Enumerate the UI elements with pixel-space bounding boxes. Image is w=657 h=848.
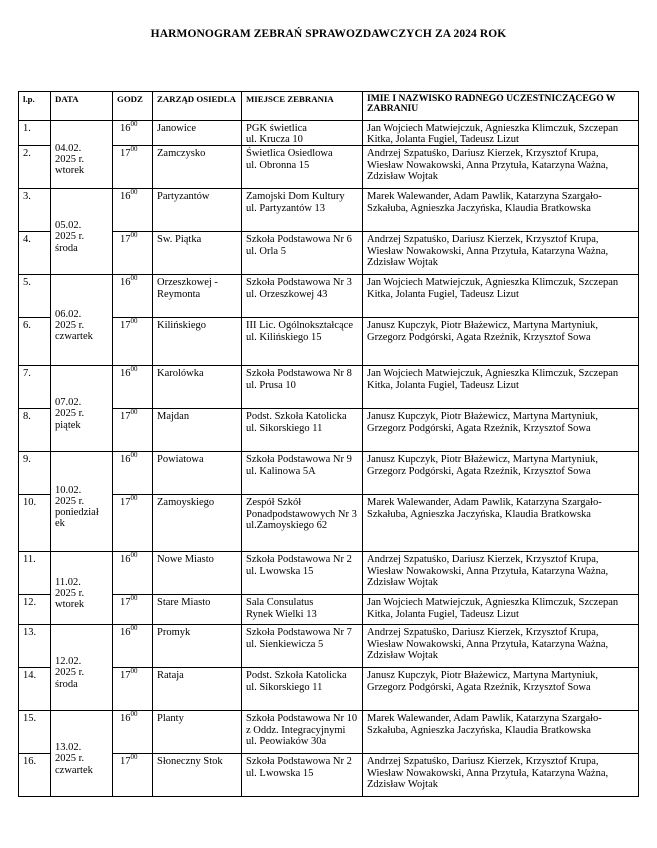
board-name: Majdan — [153, 409, 242, 452]
row-number: 12. — [19, 595, 51, 625]
header-lp: l.p. — [19, 92, 51, 121]
table-row — [19, 552, 639, 595]
meeting-hour — [113, 711, 153, 754]
meeting-hour — [113, 595, 153, 625]
minute-value: 00 — [130, 551, 138, 560]
councillor-names: Janusz Kupczyk, Piotr Błażewicz, Martyna Martyniuk, Grzegorz Podgórski, Agata Rzeźnik, Krzysztof Sowa — [363, 318, 639, 366]
meeting-date: 10.02. 2025 r. poniedział ek — [51, 452, 113, 552]
hour-value: 17 — [120, 597, 131, 609]
row-number: 10. — [19, 495, 51, 552]
councillor-names: Marek Walewander, Adam Pawlik, Katarzyna Szargało-Szkałuba, Agnieszka Jaczyńska, Klaudia Bratkowska — [363, 711, 639, 754]
hour-value: 17 — [120, 411, 131, 423]
row-number: 5. — [19, 275, 51, 318]
table-header-row — [19, 92, 639, 121]
board-name: Karolówka — [153, 366, 242, 409]
meeting-hour — [113, 146, 153, 189]
board-name: Nowe Miasto — [153, 552, 242, 595]
board-name: Powiatowa — [153, 452, 242, 495]
meeting-date: 06.02. 2025 r. czwartek — [51, 275, 113, 366]
meeting-place: Szkoła Podstawowa Nr 7 ul. Sienkiewicza 5 — [242, 625, 363, 668]
meeting-place: Szkoła Podstawowa Nr 9 ul. Kalinowa 5A — [242, 452, 363, 495]
meeting-place: Podst. Szkoła Katolicka ul. Sikorskiego 11 — [242, 409, 363, 452]
row-number: 6. — [19, 318, 51, 366]
meeting-hour — [113, 409, 153, 452]
table-body — [19, 121, 639, 797]
meeting-place: Sala Consulatus Rynek Wielki 13 — [242, 595, 363, 625]
meeting-date: 13.02. 2025 r. czwartek — [51, 711, 113, 797]
meeting-hour — [113, 668, 153, 711]
meeting-hour — [113, 318, 153, 366]
meeting-place: III Lic. Ogólnokształcące ul. Kilińskiego 15 — [242, 318, 363, 366]
table-row — [19, 275, 639, 318]
meeting-place: Zamojski Dom Kultury ul. Partyzantów 13 — [242, 189, 363, 232]
councillor-names: Janusz Kupczyk, Piotr Błażewicz, Martyna Martyniuk, Grzegorz Podgórski, Agata Rzeźnik, Krzysztof Sowa — [363, 452, 639, 495]
table-row — [19, 711, 639, 754]
meeting-hour — [113, 552, 153, 595]
row-number: 2. — [19, 146, 51, 189]
row-number: 16. — [19, 754, 51, 797]
councillor-names: Jan Wojciech Matwiejczuk, Agnieszka Klimczuk, Szczepan Kitka, Jolanta Fugiel, Tadeusz Lizut — [363, 595, 639, 625]
board-name: Słoneczny Stok — [153, 754, 242, 797]
minute-value: 00 — [130, 451, 138, 460]
minute-value: 00 — [130, 231, 138, 240]
row-number: 7. — [19, 366, 51, 409]
hour-value: 17 — [120, 320, 131, 332]
minute-value: 00 — [130, 188, 138, 197]
board-name: Partyzantów — [153, 189, 242, 232]
meeting-place: Szkoła Podstawowa Nr 2 ul. Lwowska 15 — [242, 552, 363, 595]
board-name: Stare Miasto — [153, 595, 242, 625]
minute-value: 00 — [130, 408, 138, 417]
minute-value: 00 — [130, 710, 138, 719]
header-date: DATA — [51, 92, 113, 121]
meeting-place: Podst. Szkoła Katolicka ul. Sikorskiego 11 — [242, 668, 363, 711]
hour-value: 17 — [120, 497, 131, 509]
councillor-names: Andrzej Szpatuśko, Dariusz Kierzek, Krzysztof Krupa, Wiesław Nowakowski, Anna Przytuła, Katarzyna Ważna, Zdzisław Wojtak — [363, 552, 639, 595]
meeting-hour — [113, 625, 153, 668]
meeting-hour — [113, 366, 153, 409]
meeting-date: 04.02. 2025 r. wtorek — [51, 121, 113, 189]
minute-value: 00 — [130, 145, 138, 154]
minute-value: 00 — [130, 120, 138, 128]
hour-value: 16 — [120, 123, 131, 134]
councillor-names: Janusz Kupczyk, Piotr Błażewicz, Martyna Martyniuk, Grzegorz Podgórski, Agata Rzeźnik, Krzysztof Sowa — [363, 409, 639, 452]
board-name: Zamczysko — [153, 146, 242, 189]
header-hour: GODZ — [113, 92, 153, 121]
meeting-place: Zespół Szkół Ponadpodstawowych Nr 3 ul.Zamoyskiego 62 — [242, 495, 363, 552]
meeting-hour — [113, 121, 153, 146]
meeting-hour — [113, 189, 153, 232]
row-number: 14. — [19, 668, 51, 711]
councillor-names: Jan Wojciech Matwiejczuk, Agnieszka Klimczuk, Szczepan Kitka, Jolanta Fugiel, Tadeusz Lizut — [363, 121, 639, 146]
meeting-hour — [113, 495, 153, 552]
table-row — [19, 452, 639, 495]
councillor-names: Andrzej Szpatuśko, Dariusz Kierzek, Krzysztof Krupa, Wiesław Nowakowski, Anna Przytuła, Katarzyna Ważna, Zdzisław Wojtak — [363, 232, 639, 275]
meeting-place: Świetlica Osiedlowa ul. Obronna 15 — [242, 146, 363, 189]
table-row — [19, 121, 639, 146]
table-row — [19, 625, 639, 668]
meeting-date: 11.02. 2025 r. wtorek — [51, 552, 113, 625]
minute-value: 00 — [130, 317, 138, 326]
board-name: Rataja — [153, 668, 242, 711]
hour-value: 16 — [120, 627, 131, 639]
hour-value: 16 — [120, 554, 131, 566]
minute-value: 00 — [130, 365, 138, 374]
meeting-place: Szkoła Podstawowa Nr 6 ul. Orla 5 — [242, 232, 363, 275]
councillor-names: Janusz Kupczyk, Piotr Błażewicz, Martyna Martyniuk, Grzegorz Podgórski, Agata Rzeźnik, Krzysztof Sowa — [363, 668, 639, 711]
hour-value: 16 — [120, 277, 131, 289]
meeting-date: 05.02. 2025 r. środa — [51, 189, 113, 275]
meeting-place: Szkoła Podstawowa Nr 2 ul. Lwowska 15 — [242, 754, 363, 797]
hour-value: 17 — [120, 756, 131, 768]
row-number: 3. — [19, 189, 51, 232]
minute-value: 00 — [130, 667, 138, 676]
hour-value: 16 — [120, 368, 131, 380]
meeting-hour — [113, 275, 153, 318]
row-number: 9. — [19, 452, 51, 495]
board-name: Planty — [153, 711, 242, 754]
meeting-date: 12.02. 2025 r. środa — [51, 625, 113, 711]
hour-value: 17 — [120, 148, 131, 160]
councillor-names: Jan Wojciech Matwiejczuk, Agnieszka Klimczuk, Szczepan Kitka, Jolanta Fugiel, Tadeusz Lizut — [363, 366, 639, 409]
board-name: Orzeszkowej - Reymonta — [153, 275, 242, 318]
meeting-hour — [113, 232, 153, 275]
hour-value: 17 — [120, 234, 131, 246]
document-title: HARMONOGRAM ZEBRAŃ SPRAWOZDAWCZYCH ZA 2024 ROK — [150, 28, 507, 40]
councillor-names: Marek Walewander, Adam Pawlik, Katarzyna Szargało-Szkałuba, Agnieszka Jaczyńska, Klaudia Bratkowska — [363, 189, 639, 232]
councillor-names: Jan Wojciech Matwiejczuk, Agnieszka Klimczuk, Szczepan Kitka, Jolanta Fugiel, Tadeusz Lizut — [363, 275, 639, 318]
row-number: 1. — [19, 121, 51, 146]
table-row — [19, 189, 639, 232]
board-name: Janowice — [153, 121, 242, 146]
hour-value: 16 — [120, 191, 131, 203]
schedule-table — [18, 91, 639, 797]
minute-value: 00 — [130, 753, 138, 762]
board-name: Sw. Piątka — [153, 232, 242, 275]
meeting-hour — [113, 754, 153, 797]
hour-value: 17 — [120, 670, 131, 682]
minute-value: 00 — [130, 494, 138, 503]
minute-value: 00 — [130, 594, 138, 603]
councillor-names: Andrzej Szpatuśko, Dariusz Kierzek, Krzysztof Krupa, Wiesław Nowakowski, Anna Przytuła, Katarzyna Ważna, Zdzisław Wojtak — [363, 625, 639, 668]
row-number: 11. — [19, 552, 51, 595]
minute-value: 00 — [130, 274, 138, 283]
row-number: 15. — [19, 711, 51, 754]
councillor-names: Andrzej Szpatuśko, Dariusz Kierzek, Krzysztof Krupa, Wiesław Nowakowski, Anna Przytuła, Katarzyna Ważna, Zdzisław Wojtak — [363, 146, 639, 189]
meeting-place: Szkoła Podstawowa Nr 10 z Oddz. Integracyjnymi ul. Peowiaków 30a — [242, 711, 363, 754]
board-name: Promyk — [153, 625, 242, 668]
hour-value: 16 — [120, 713, 131, 725]
meeting-date: 07.02. 2025 r. piątek — [51, 366, 113, 452]
councillor-names: Marek Walewander, Adam Pawlik, Katarzyna Szargało-Szkałuba, Agnieszka Jaczyńska, Klaudia Bratkowska — [363, 495, 639, 552]
hour-value: 16 — [120, 454, 131, 466]
header-place: MIEJSCE ZEBRANIA — [242, 92, 363, 121]
councillor-names: Andrzej Szpatuśko, Dariusz Kierzek, Krzysztof Krupa, Wiesław Nowakowski, Anna Przytuła, Katarzyna Ważna, Zdzisław Wojtak — [363, 754, 639, 797]
meeting-hour — [113, 452, 153, 495]
row-number: 4. — [19, 232, 51, 275]
row-number: 8. — [19, 409, 51, 452]
minute-value: 00 — [130, 624, 138, 633]
meeting-place: Szkoła Podstawowa Nr 8 ul. Prusa 10 — [242, 366, 363, 409]
header-board: ZARZĄD OSIEDLA — [153, 92, 242, 121]
header-councillors: IMIE I NAZWISKO RADNEGO UCZESTNICZĄCEGO W ZABRANIU — [363, 92, 639, 121]
meeting-place: PGK świetlica ul. Krucza 10 — [242, 121, 363, 146]
board-name: Kilińskiego — [153, 318, 242, 366]
row-number: 13. — [19, 625, 51, 668]
table-row — [19, 366, 639, 409]
board-name: Zamoyskiego — [153, 495, 242, 552]
meeting-place: Szkoła Podstawowa Nr 3 ul. Orzeszkowej 43 — [242, 275, 363, 318]
